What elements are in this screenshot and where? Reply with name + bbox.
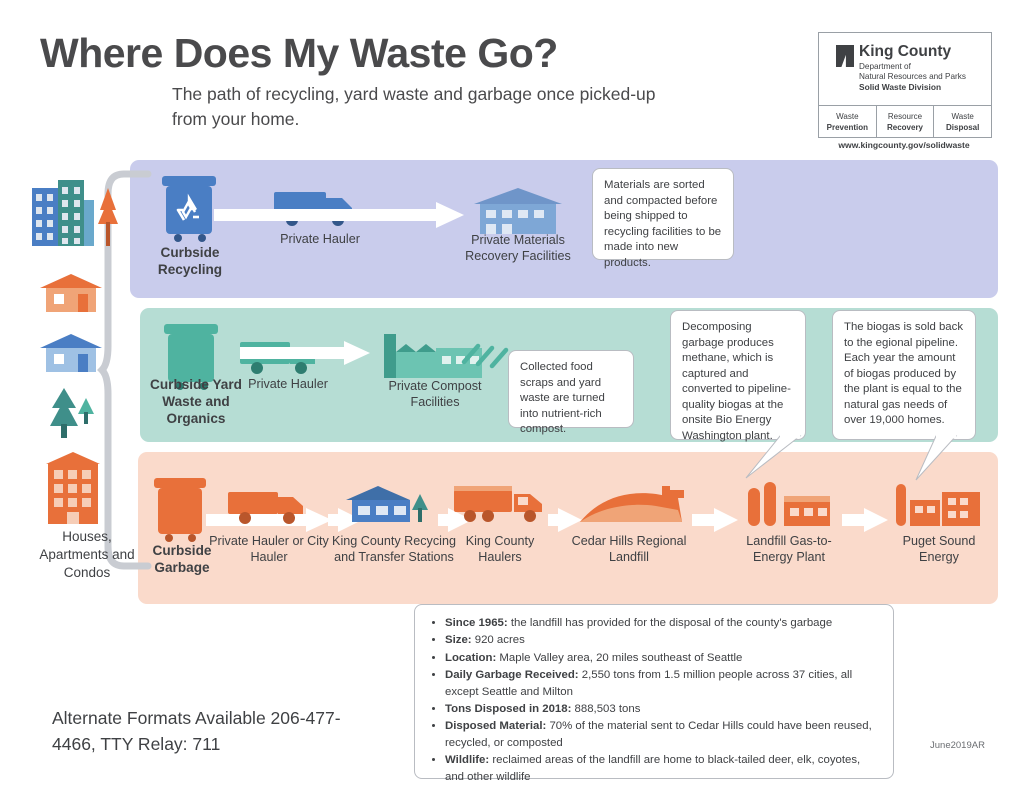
logo-pillar-waste-disposal xyxy=(933,106,991,137)
yard-arrow-1 xyxy=(240,341,370,365)
garbage-step-2-label: King County Recycing and Transfer Stations xyxy=(332,534,456,564)
yard-hauler-label: Private Hauler xyxy=(248,377,328,391)
recycling-callout: Materials are sorted and compacted before being shipped to recycling facilities to be made into new products. xyxy=(592,168,734,260)
cedar-hills-landfill-icon xyxy=(578,482,688,530)
garbage-step-6-label: Puget Sound Energy xyxy=(902,534,976,564)
king-county-hauler-truck-icon xyxy=(452,486,552,530)
garbage-cart-icon xyxy=(152,476,210,542)
curbside-yard-waste-label: Curbside Yard Waste and Organics xyxy=(150,377,242,426)
fact-size xyxy=(445,632,879,648)
alternate-formats-text: Alternate Formats Available 206-477-4466, TTY Relay: 711 xyxy=(52,708,341,754)
fact-label: Disposed Material: xyxy=(445,720,547,733)
king-county-crown-icon xyxy=(836,45,854,67)
fact-location xyxy=(445,650,879,666)
recycling-arrow-1 xyxy=(214,202,464,228)
fact-since-1965 xyxy=(445,615,879,631)
apartment-buildings-icon xyxy=(30,178,116,250)
compost-facility-label: Private Compost Facilities xyxy=(388,379,482,409)
methane-callout: Decomposing garbage produces methane, which is captured and converted to pipeline-quality biogas at the onsite Bio Energy Washington plant. xyxy=(670,310,806,440)
garbage-arrow-4 xyxy=(548,508,582,532)
fact-label: Since 1965: xyxy=(445,617,508,629)
fact-wildlife xyxy=(445,752,879,785)
transfer-station-icon xyxy=(344,482,440,530)
trees-icon xyxy=(44,386,98,440)
fact-text: reclaimed areas of the landfill are home to black-tailed deer, elk, coyotes, and other wildlife xyxy=(445,754,861,783)
compost-arrow-dashes xyxy=(462,340,514,370)
house-orange-icon xyxy=(36,272,106,314)
garbage-arrow-6 xyxy=(842,508,888,532)
sources-label: Houses, Apartments and Condos xyxy=(39,529,135,580)
logo-department: Department of xyxy=(859,62,911,71)
fact-text: 888,503 tons xyxy=(571,703,641,716)
recycling-hauler-label: Private Hauler xyxy=(280,232,360,246)
logo-title: King County xyxy=(859,43,952,60)
materials-recovery-facility-icon xyxy=(470,186,566,238)
fact-text: 70% of the material sent to Cedar Hills could have been reused, recycled, or composted xyxy=(445,720,872,749)
page-subtitle: The path of recycling, yard waste and garbage once picked-up from your home. xyxy=(172,84,656,129)
fact-label: Wildlife: xyxy=(445,754,490,767)
logo-pillar-resource-recovery xyxy=(876,106,934,137)
garbage-step-1-label: Private Hauler or City Hauler xyxy=(209,534,329,564)
fact-text: 2,550 tons from 1.5 million people across 37 cities, all except Seattle and Milton xyxy=(445,669,853,698)
gas-to-energy-plant-icon xyxy=(742,478,838,530)
fact-label: Tons Disposed in 2018: xyxy=(445,703,572,716)
pillar-bottom: Prevention xyxy=(826,122,868,132)
recycling-facility-label: Private Materials Recovery Facilities xyxy=(465,233,571,263)
private-hauler-truck-orange-icon xyxy=(226,486,312,528)
logo-top xyxy=(819,33,991,106)
fact-label: Size: xyxy=(445,634,472,647)
curbside-recycling-label: Curbside Recycling xyxy=(157,245,223,277)
pillar-bottom: Disposal xyxy=(946,122,980,132)
king-county-logo xyxy=(818,32,992,138)
biogas-callout: The biogas is sold back to the egional pipeline. Each year the amount of biogas produced by the plant is equal to the natural gas needs of over 19,000 homes. xyxy=(832,310,976,440)
logo-department-name: Natural Resources and Parks xyxy=(859,72,966,81)
house-blue-icon xyxy=(36,332,106,374)
fact-text: 920 acres xyxy=(471,634,525,647)
garbage-step-3-label: King County Haulers xyxy=(465,534,535,564)
fact-text: the landfill has provided for the disposal of the county's garbage xyxy=(507,617,833,629)
fact-text: Maple Valley area, 20 miles southeast of Seattle xyxy=(496,651,743,664)
fact-daily-garbage xyxy=(445,667,879,700)
fact-label: Daily Garbage Received: xyxy=(445,669,579,682)
landfill-facts-list xyxy=(429,615,879,785)
logo-pillars xyxy=(819,106,991,137)
pillar-top: Resource xyxy=(887,111,923,121)
logo-division: Solid Waste Division xyxy=(859,82,942,92)
puget-sound-energy-icon xyxy=(890,478,986,530)
compost-callout: Collected food scraps and yard waste are turned into nutrient-rich compost. xyxy=(508,350,634,428)
solid-waste-url[interactable]: www.kingcounty.gov/solidwaste xyxy=(838,140,970,150)
pillar-bottom: Recovery xyxy=(886,122,924,132)
fact-disposed-material xyxy=(445,718,879,751)
fact-label: Location: xyxy=(445,651,497,664)
page-title: Where Does My Waste Go? xyxy=(40,30,558,76)
condo-building-icon xyxy=(40,450,106,526)
fact-tons-disposed xyxy=(445,701,879,717)
garbage-arrow-5 xyxy=(692,508,738,532)
pillar-top: Waste xyxy=(836,111,859,121)
garbage-step-5-label: Landfill Gas-to-Energy Plant xyxy=(746,534,832,564)
landfill-facts-box xyxy=(414,604,894,783)
logo-pillar-waste-prevention xyxy=(819,106,876,137)
revision-code: June2019AR xyxy=(930,740,985,751)
curbside-garbage-label: Curbside Garbage xyxy=(152,543,212,575)
pillar-top: Waste xyxy=(951,111,974,121)
garbage-step-4-label: Cedar Hills Regional Landfill xyxy=(571,534,687,564)
recycling-cart-icon xyxy=(158,174,220,242)
